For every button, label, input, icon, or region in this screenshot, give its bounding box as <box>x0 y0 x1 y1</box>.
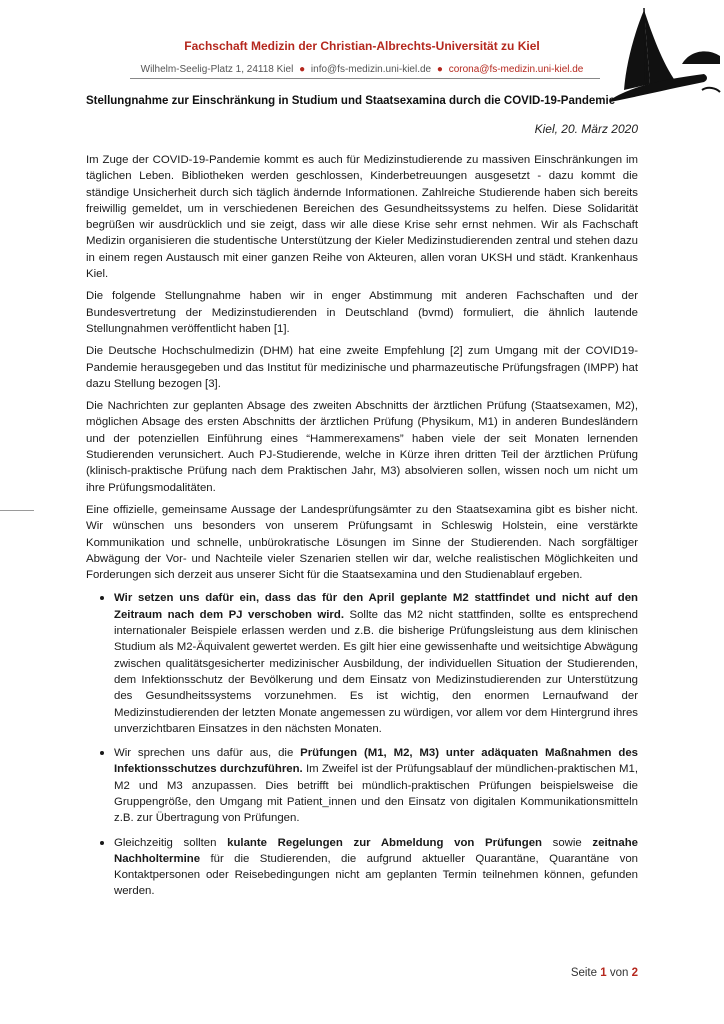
email-corona-link[interactable]: corona@fs-medizin.uni-kiel.de <box>448 64 584 75</box>
emphasis: zeitnahe Nachholtermine <box>114 836 638 865</box>
document-body <box>86 152 638 907</box>
current-page: 1 <box>600 967 607 979</box>
list-item-text: Im Zweifel ist der Prüfungsablauf der mündlichen-praktischen M1, M2 und M3 anzupassen. Dies betrifft bei mündlich-praktischen Prüfungen beispielsweise die Gruppengröße, den Umgang mit Patient_innen und den Einsatz von digitalen Kommunikationsmitteln z.B. zur Übertragung von Prüfungen. <box>114 763 638 825</box>
separator-dot: ● <box>299 64 306 75</box>
list-item-text: für die Studierenden, die aufgrund aktueller Quarantäne, Quarantäne von Kontaktpersonen oder Reisebedingungen nicht am geplanten Termin teilnehmen können, gefunden werden. <box>114 852 638 898</box>
emphasis: Wir setzen uns dafür ein, dass das für den April geplante M2 stattfindet und nicht auf den Zeitraum nach dem PJ verschoben wird. <box>114 592 638 621</box>
paragraph: Eine offizielle, gemeinsame Aussage der Landesprüfungsämter zu den Staatsexamina gibt es bisher nicht. Wir wünschen uns besonders von unserem Prüfungsamt in Schleswig Holstein, eine verstärkte Kommunikation und schnelle, unbürokratische Lösungen im Sinne der Studierenden. Nach sorgfältiger Abwägung der Vor- und Nachteile vieler Szenarien stellen wir dar, welche realistischen Möglichkeiten und Forderungen sich derzeit aus unserer Sicht für die Staatsexamina und den Studienablauf ergeben. <box>86 503 638 582</box>
paragraph: Die folgende Stellungnahme haben wir in enger Abstimmung mit anderen Fachschaften und der Bundesvertretung der Medizinstudierenden in Deutschland (bvmd) formuliert, die ähnlich lautende Stellungnahmen veröffentlicht haben [1]. <box>86 290 638 335</box>
demands-list <box>86 589 638 899</box>
page-of-label: von <box>609 967 629 979</box>
list-item-text: sowie <box>541 836 593 849</box>
email-info-link[interactable]: info@fs-medizin.uni-kiel.de <box>310 64 432 75</box>
list-item <box>114 744 638 826</box>
list-item <box>114 834 638 900</box>
paragraph: Im Zuge der COVID-19-Pandemie kommt es auch für Medizinstudierende zu massiven Einschränkungen im täglichen Leben. Bibliotheken werden geschlossen, Kinderbetreuungen ausgesetzt - dazu kommt die ständige Unsicherheit durch sich täglich ändernde Informationen. Zahlreiche Studierende haben sich bereits freiwillig gemeldet, um in verschiedenen Bereichen des Gesundheitssystems zu helfen. Diese Solidarität begrüßen wir ausdrücklich und sie zeigt, dass wir alle diese Krise sehr ernst nehmen. Wir als Fachschaft Medizin organisieren die studentische Unterstützung der Kieler Medizinstudierenden zentral und stehen dazu in einem regen Austausch mit einer ganzen Reihe von Akteuren, allen voran UKSH und städt. Krankenhaus Kiel. <box>86 154 638 281</box>
total-pages: 2 <box>631 967 638 979</box>
document-title: Stellungnahme zur Einschränkung in Studium und Staatsexamina durch die COVID-19-Pandemie <box>86 95 616 107</box>
margin-marker <box>0 510 34 511</box>
emphasis: kulante Regelungen zur Abmeldung von Prüfungen <box>227 836 542 849</box>
document-date: Kiel, 20. März 2020 <box>534 122 638 136</box>
emphasis: Prüfungen (M1, M2, M3) unter adäquaten Maßnahmen des Infektionsschutzes durchzuführen. <box>114 747 638 776</box>
sailboat-logo-icon <box>604 4 722 106</box>
header-divider <box>130 78 600 79</box>
organization-name: Fachschaft Medizin der Christian-Albrechts-Universität zu Kiel <box>184 39 540 53</box>
list-item-text: Wir sprechen uns dafür aus, die <box>114 747 301 760</box>
address: Wilhelm-Seelig-Platz 1, 24118 Kiel <box>140 64 294 75</box>
page-label: Seite <box>570 967 598 979</box>
paragraph: Die Nachrichten zur geplanten Absage des zweiten Abschnitts der ärztlichen Prüfung (Staatsexamen, M2), möglichen Absage des ersten Abschnitts der ärztlichen Prüfung (Physikum, M1) in anderen Bundesländern und der potenziellen Einführung eines “Hammerexamens” haben viele der seit Monaten lernenden Studierenden verunsichert. Auch PJ-Studierende, welche in Kürze ihren dritten Teil der ärztlichen Prüfung (klinisch-praktische Prüfung nach dem Praktischen Jahr, M3) absolvieren sollen, wissen noch um nicht um ihre Prüfungsmodalitäten. <box>86 400 638 494</box>
list-item <box>114 589 638 737</box>
list-item-text: Sollte das M2 nicht stattfinden, sollte es entsprechend internationaler Beispiele erlassen werden und z.B. die bisherige Prüfungsleistung aus dem klinischen Studium als M2-Äquivalent gewertet werden. Es gilt hier eine gewissenhafte und weitsichtige Abwägung zwischen qualitätsgesicherter medizinischer Ausbildung, der individuellen Situation der Studierenden, dem Infektionsschutz der Bevölkerung und dem Einsatz von Medizinstudierenden zur Unterstützung des Gesundheitssystems vorzunehmen. Es ist wichtig, den enormen Lernaufwand der Medizinstudierenden der letzten Monate angemessen zu würdigen, vor allem vor dem Hintergrund ihres unverzichtbaren Einsatzes in den nächsten Monaten. <box>114 608 639 735</box>
list-item-text: Gleichzeitig sollten <box>114 836 228 849</box>
page-number <box>440 967 638 979</box>
paragraph: Die Deutsche Hochschulmedizin (DHM) hat eine zweite Empfehlung [2] zum Umgang mit der COVID19-Pandemie herausgegeben und das Institut für medizinische und pharmazeutische Prüfungsfragen (IMPP) hat dazu Stellung bezogen [3]. <box>86 345 638 390</box>
separator-dot: ● <box>436 64 443 75</box>
